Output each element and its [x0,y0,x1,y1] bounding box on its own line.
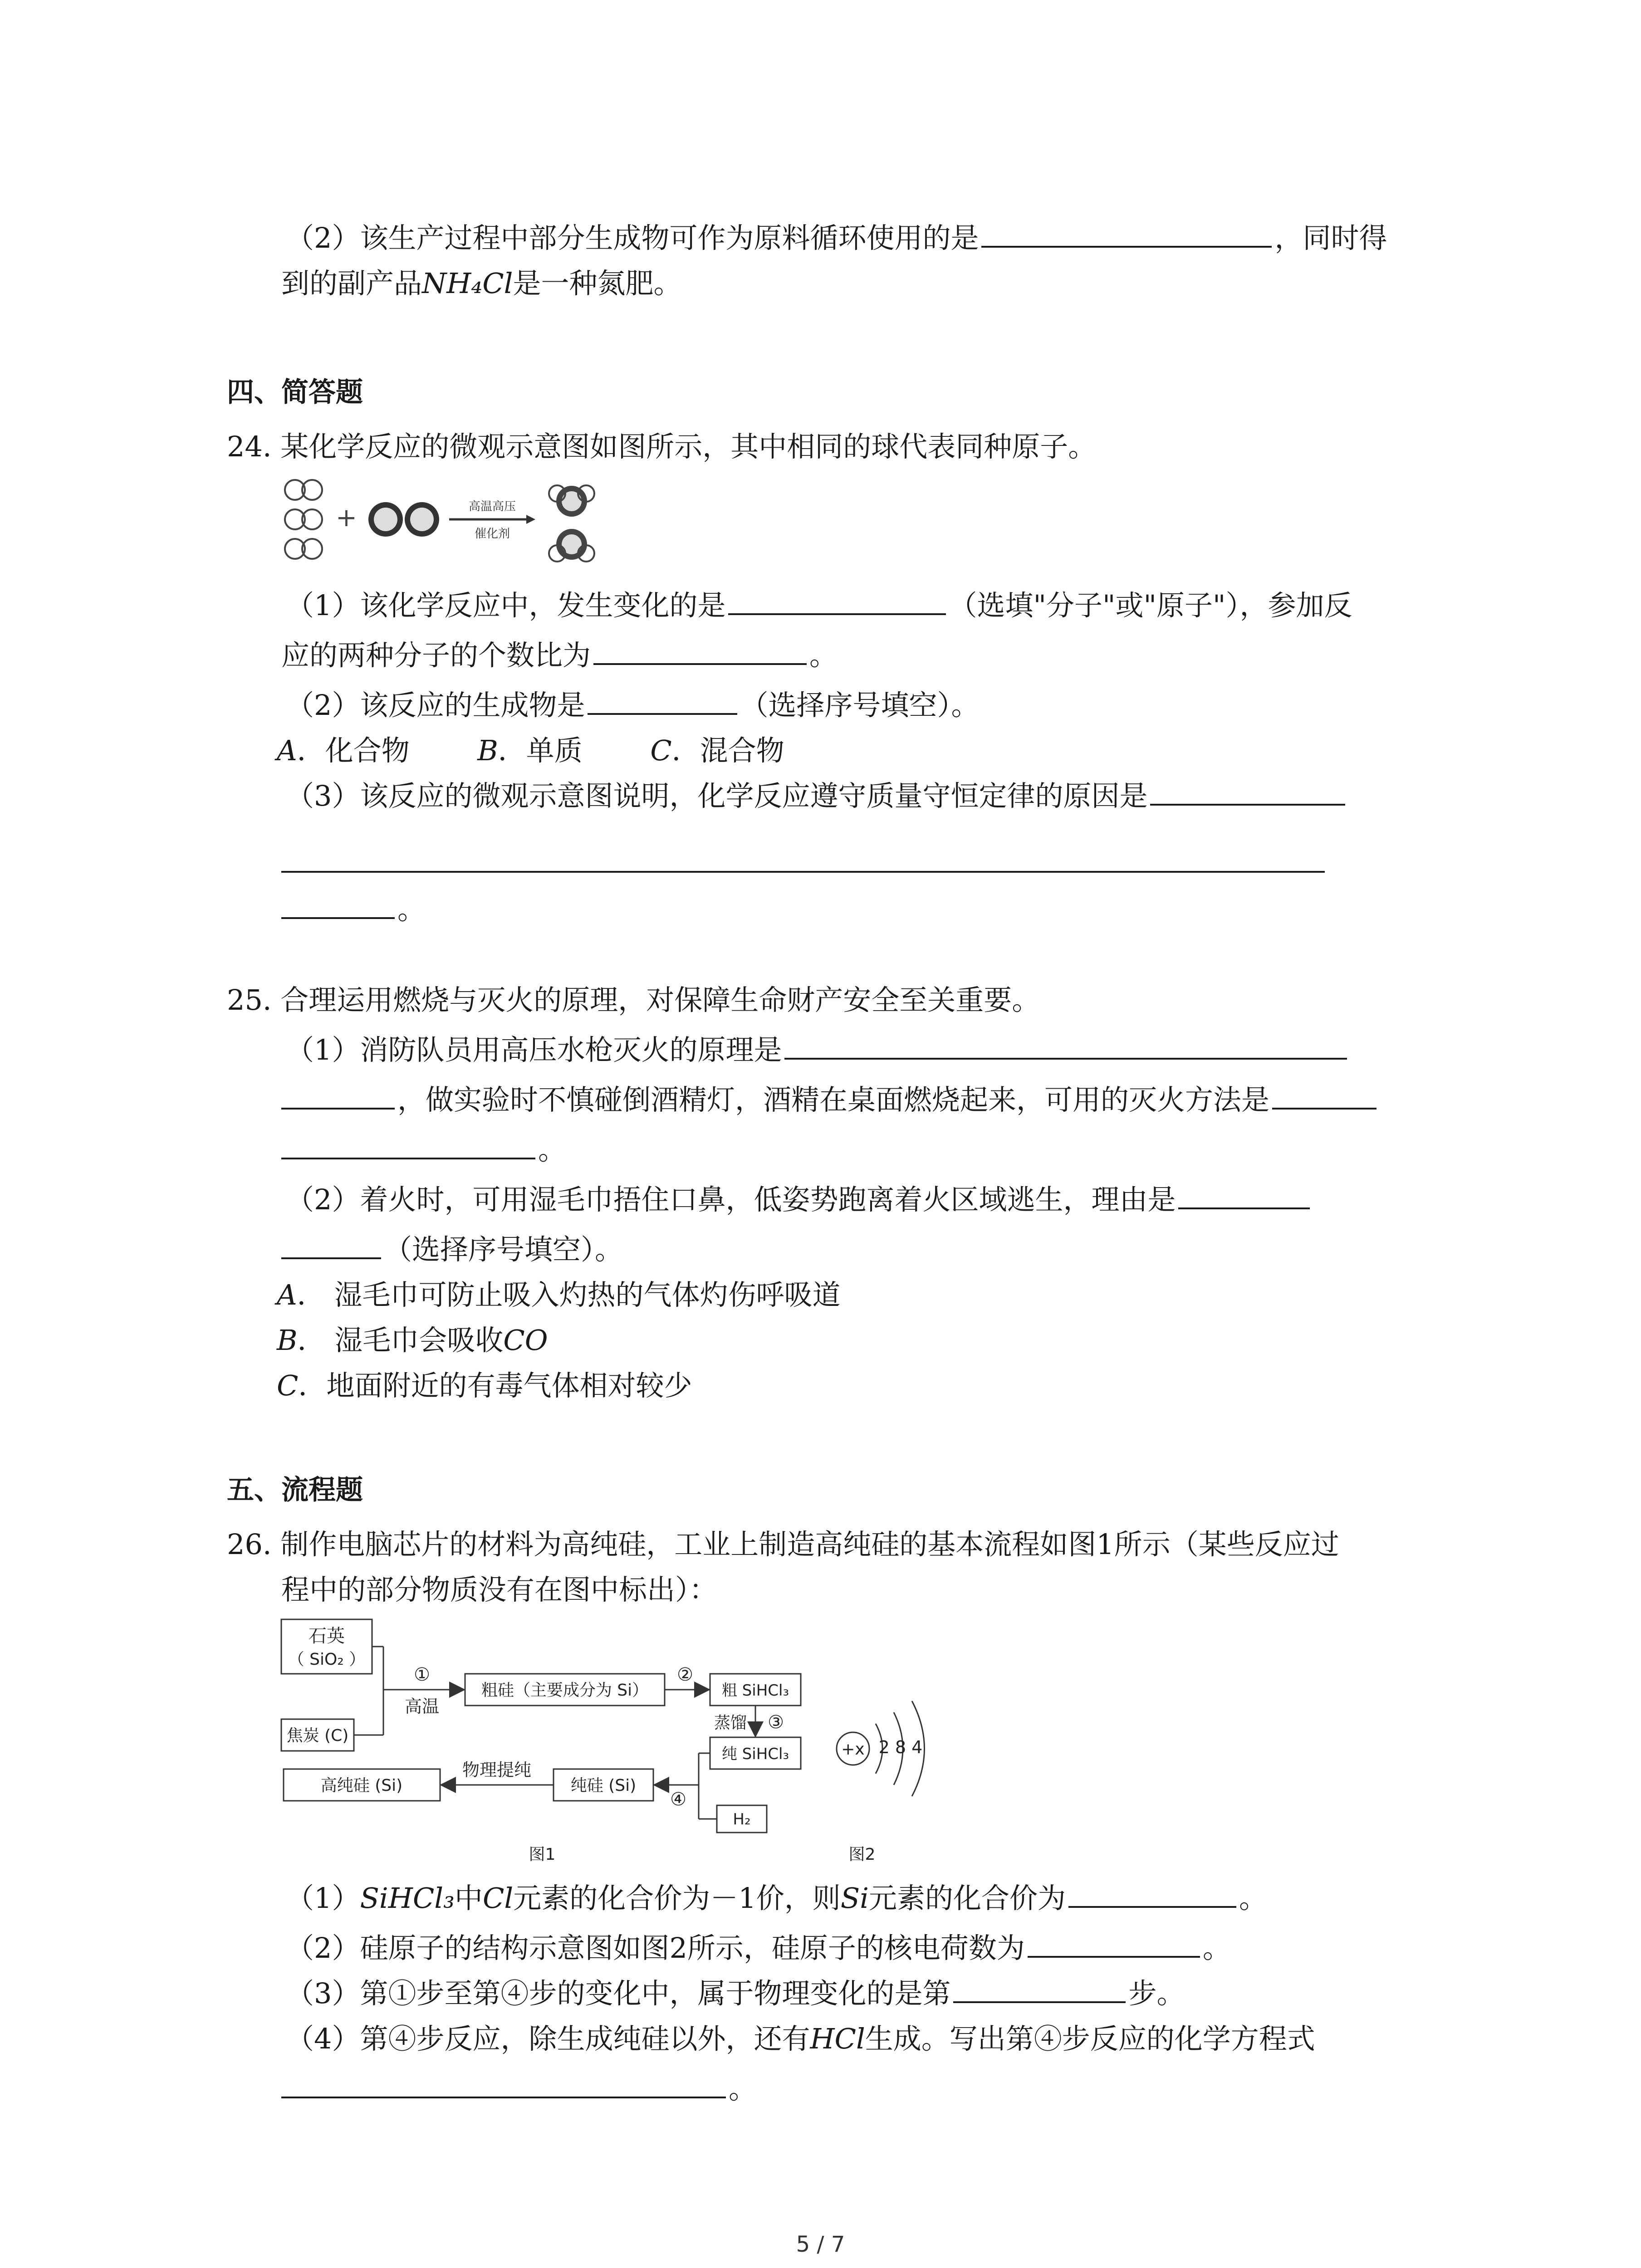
q26-figure-2 [826,1678,944,1871]
q25-stem: 25. 合理运用燃烧与灭火的原理，对保障生命财产安全至关重要。 [227,983,1040,1017]
q26-part2-line: （2）硅原子的结构示意图如图2所示，硅原子的核电荷数为 。 [286,1928,1231,1969]
q25-option-a: A． 湿毛巾可防止吸入灼热的气体灼伤呼吸道 [277,1278,841,1311]
q26-part4-line2: 。 [281,2068,757,2109]
q25-part1-line2: ，做实验时不慎碰倒酒精灯，酒精在桌面燃烧起来，可用的灭火方法是 [281,1080,1379,1120]
q26-part1-line: （1）SiHCl₃中Cl元素的化合价为－1价，则Si元素的化合价为 。 [286,1878,1267,1919]
fig2-caption: 图2 [848,1845,876,1864]
fig1-caption: 图1 [529,1845,556,1864]
fig2-nucleus: +x [841,1740,865,1759]
fig1-step4: ④ [670,1789,686,1810]
q26-p2-blank[interactable] [1028,1928,1200,1958]
fig1-step2: ② [677,1664,693,1685]
q25-option-b: B． 湿毛巾会吸收CO [277,1324,548,1357]
q24-part3-line1: （3）该反应的微观示意图说明，化学反应遵守质量守恒定律的原因是 [286,776,1348,816]
q25-p1-blank2-cont[interactable] [281,1129,535,1159]
fig1-step1: ① [414,1664,430,1685]
nh4cl-formula: NH₄Cl [422,267,513,300]
q25-p2-blank-cont[interactable] [281,1229,381,1259]
fig1-refine: 物理提纯 [462,1760,532,1780]
q24-part3-line3: 。 [281,889,426,930]
q24-part1-line2: 应的两种分子的个数比为 。 [281,635,838,676]
q26-part4-line1: （4）第④步反应，除生成纯硅以外，还有HCl生成。写出第④步反应的化学方程式 [286,2022,1315,2055]
q25-p2-blank[interactable] [1178,1179,1310,1209]
q24-p3-blank2[interactable] [281,871,1325,873]
q26-part3-line: （3）第①步至第④步的变化中，属于物理变化的是第 步。 [286,1973,1185,2014]
q24-part2-line: （2）该反应的生成物是 （选择序号填空）。 [286,685,979,726]
q24-reaction-figure [281,476,626,569]
q25-part1-line1: （1）消防队员用高压水枪灭火的原理是 [286,1030,1350,1070]
q25-p1-blank2[interactable] [1272,1080,1376,1110]
fig1-distill: 蒸馏 [714,1714,747,1732]
q25-option-c: C．地面附近的有毒气体相对较少 [277,1369,692,1402]
q24-options: A．化合物 B．单质 C．混合物 [277,734,784,767]
q25-p1-blank1-cont[interactable] [281,1080,395,1110]
q26-figure-1 [272,1615,871,1871]
q26-p3-blank[interactable] [953,1973,1126,2003]
fig1-step3: ③ [768,1712,784,1733]
q24-p1-blank1[interactable] [728,585,946,615]
q26-stem-line2: 程中的部分物质没有在图中标出）： [281,1573,718,1606]
fig1-h2: H₂ [733,1810,751,1828]
fig1-quartz-formula: （ SiO₂ ） [288,1650,366,1669]
page-number: 5 / 7 [796,2232,845,2257]
fig1-coke-label: 焦炭 (C) [286,1726,349,1745]
q23-answer-blank[interactable] [981,218,1272,248]
q25-p1-blank1[interactable] [784,1030,1347,1060]
q24-p2-blank[interactable] [588,685,737,715]
fig1-high-purity-si: 高纯硅 (Si) [320,1776,403,1795]
q25-part1-line3: 。 [281,1129,566,1170]
arrow-condition-top: 高温高压 [468,500,516,513]
q24-p3-blank1[interactable] [1150,776,1345,806]
q24-stem: 24. 某化学反应的微观示意图如图所示，其中相同的球代表同种原子。 [227,430,1097,463]
q23-part2-line1: （2）该生产过程中部分生成物可作为原料循环使用的是 ，同时得 [286,218,1387,259]
section-five-title: 五、流程题 [227,1474,363,1506]
fig2-shell-electrons: 2 8 4 [878,1737,923,1757]
fig1-crude-si: 粗硅（主要成分为 Si） [481,1681,649,1700]
fig1-pure-si: 纯硅 (Si) [570,1776,637,1795]
q25-part2-line2: （选择序号填空）。 [281,1229,623,1270]
co-formula: CO [503,1324,548,1357]
q26-p1-blank[interactable] [1068,1878,1236,1908]
fig1-pure-sihcl3: 纯 SiHCl₃ [721,1745,789,1763]
q23-part2-line2: 到的副产品NH₄Cl是一种氮肥。 [281,267,682,300]
svg-text:+: + [336,503,357,533]
section-four-title: 四、简答题 [227,376,363,408]
q26-p4-blank[interactable] [281,2068,726,2098]
q24-part1-line1: （1）该化学反应中，发生变化的是 （选填"分子"或"原子"），参加反 [286,585,1352,626]
fig1-crude-sihcl3: 粗 SiHCl₃ [721,1681,789,1700]
fig1-high-temp: 高温 [404,1696,440,1716]
q26-stem-line1: 26. 制作电脑芯片的材料为高纯硅，工业上制造高纯硅的基本流程如图1所示（某些反应过 [227,1528,1339,1561]
q24-p1-blank2[interactable] [593,635,807,665]
arrow-condition-bottom: 催化剂 [474,527,510,541]
q24-p3-blank3[interactable] [281,889,395,919]
q25-part2-line1: （2）着火时，可用湿毛巾捂住口鼻，低姿势跑离着火区域逃生，理由是 [286,1179,1313,1220]
fig1-quartz-label: 石英 [309,1626,345,1647]
